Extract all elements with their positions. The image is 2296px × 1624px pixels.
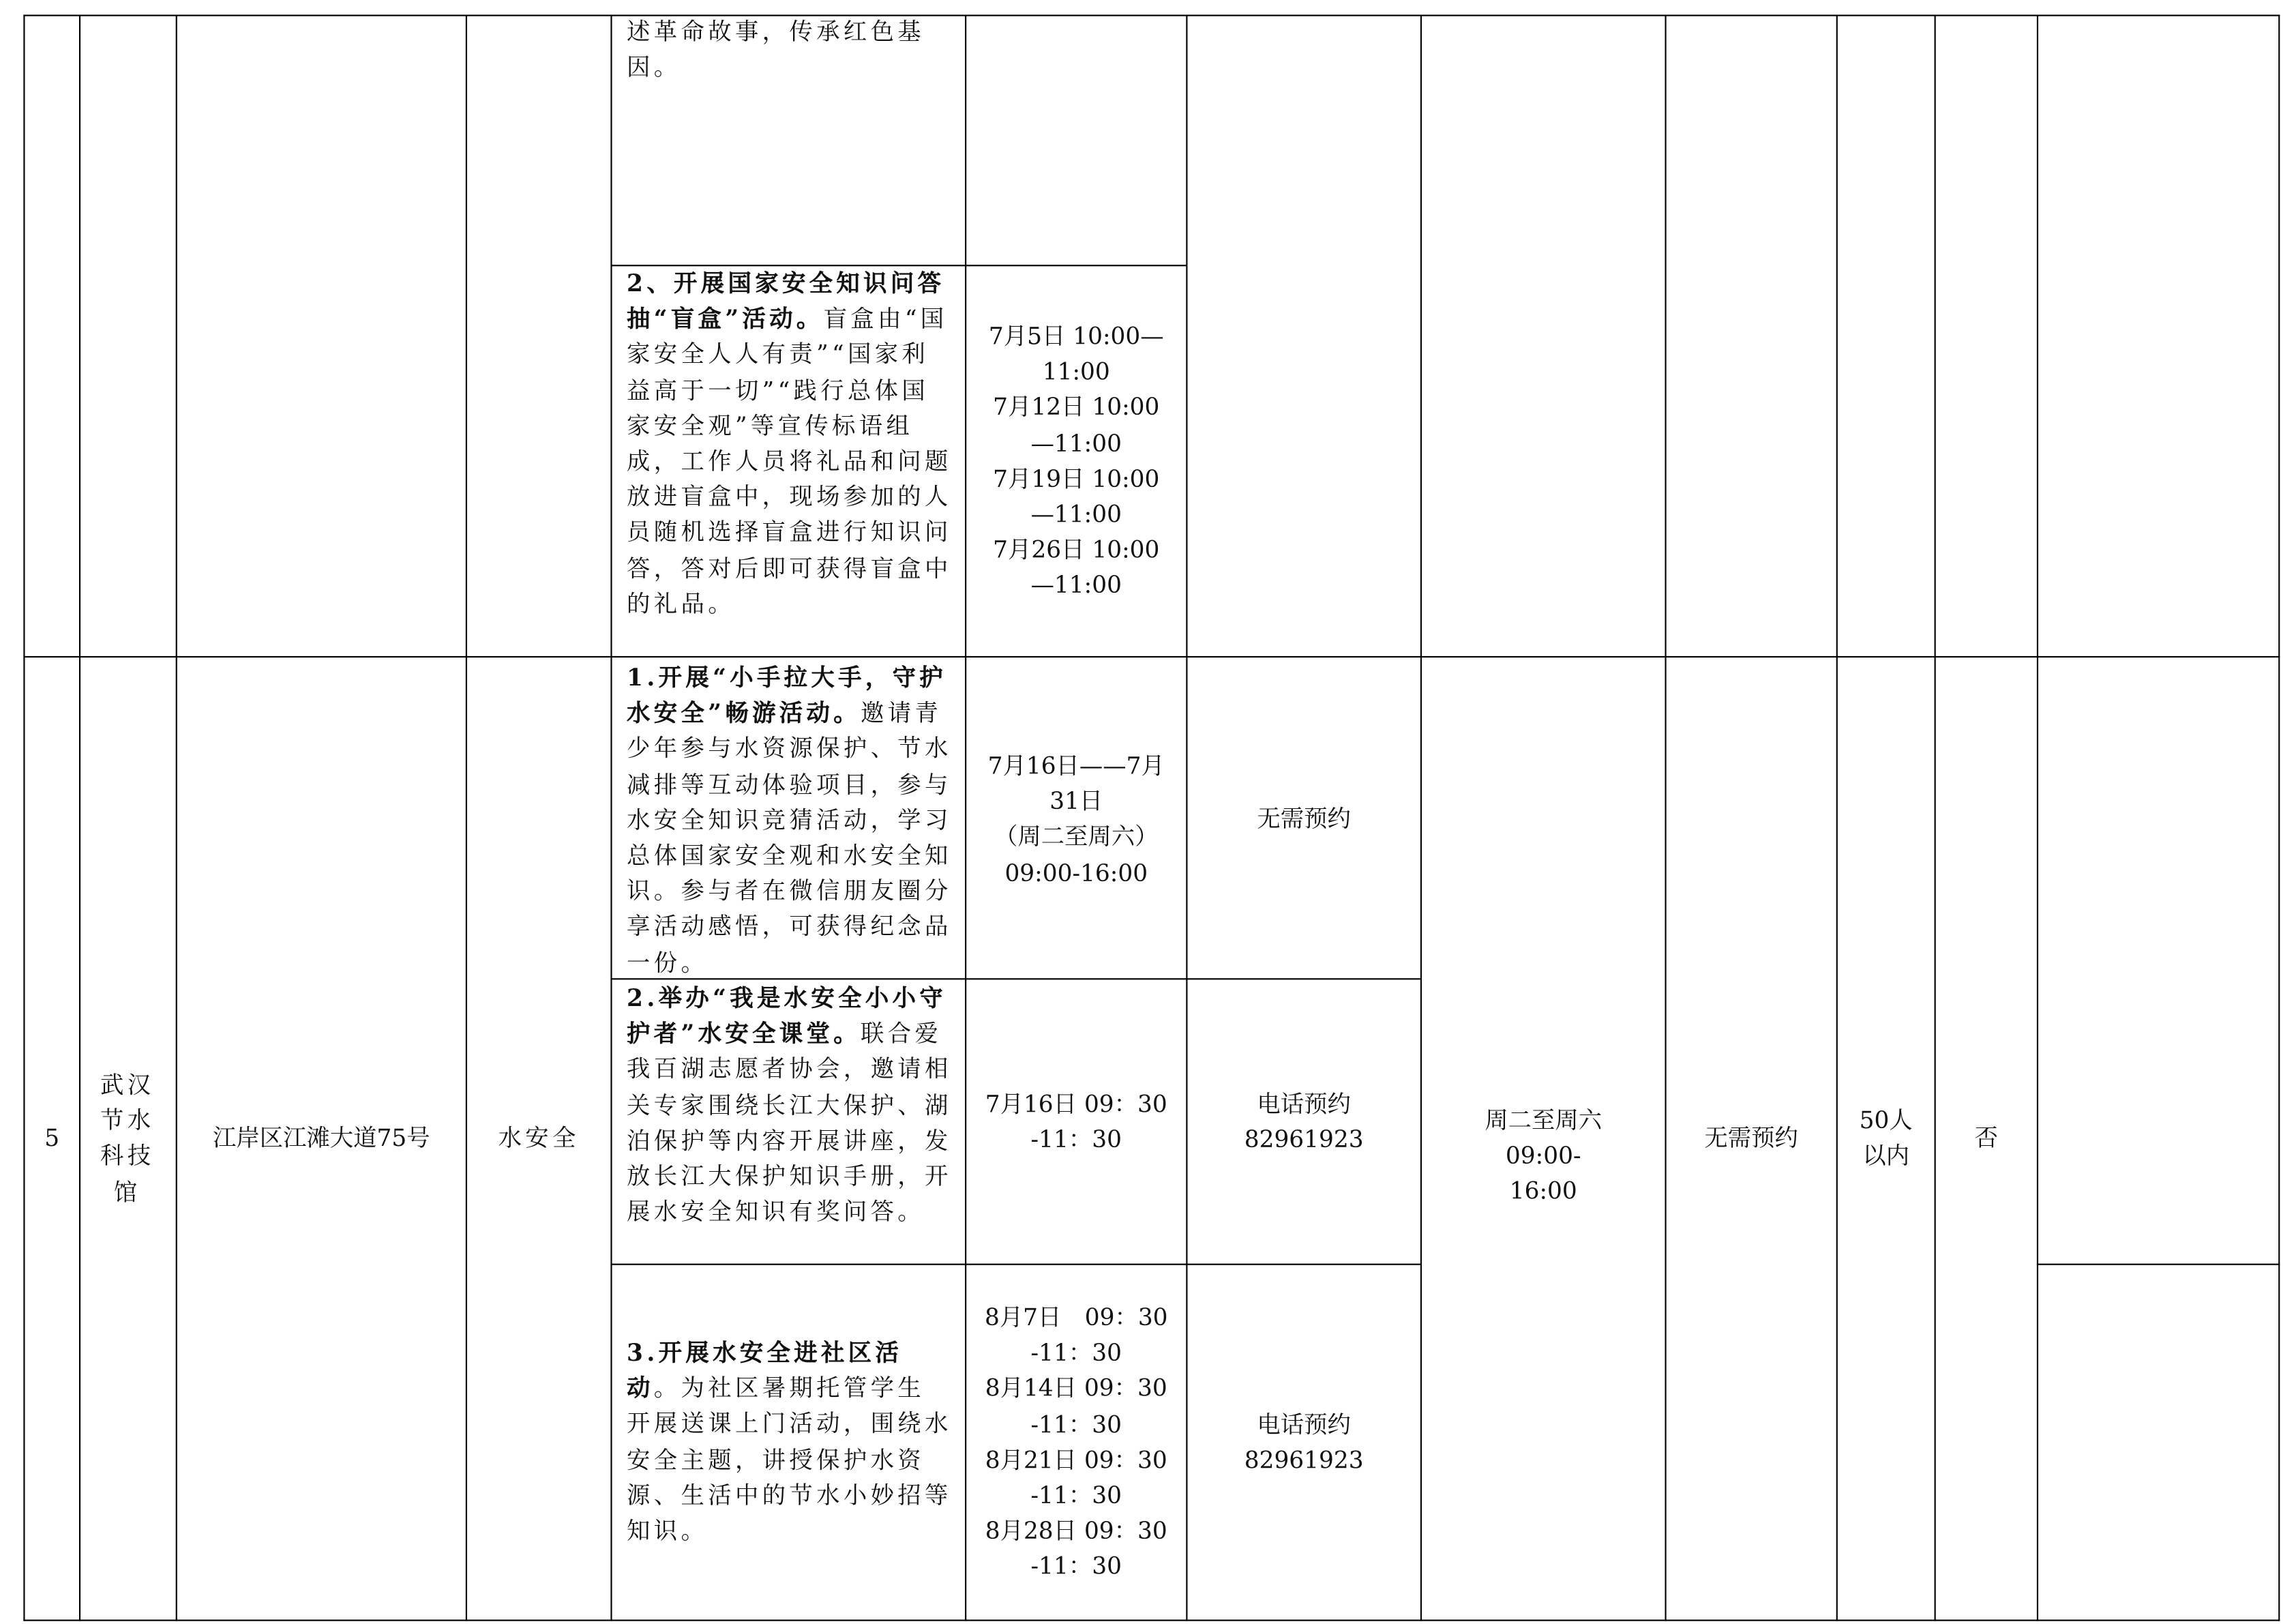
activity-time (966, 319, 1186, 604)
time-line: 8月21日 09：30 (985, 1445, 1167, 1474)
time-line: 7月16日 09：30 (985, 1090, 1167, 1119)
booking-phone: 82961923 (1244, 1446, 1364, 1475)
venue-name: 武汉节水科技馆 (100, 1071, 155, 1206)
col-divider (466, 15, 467, 1621)
table-bottom-border (23, 1620, 2280, 1621)
activity-body: 。为社区暑期托管学生开展送课上门活动，围绕水安全主题，讲授保护水资源、生活中的节水小妙招等知识。 (627, 1374, 952, 1545)
fee-required: 否 (1974, 1123, 1998, 1152)
time-line: 09:00-16:00 (1004, 858, 1148, 887)
activity-description (627, 660, 952, 981)
activity-theme: 水安全 (498, 1123, 580, 1152)
activity-title: 2.举办“我是水安全小小守护者”水安全课堂。 (627, 984, 947, 1048)
booking-method: 无需预约 (1257, 804, 1351, 833)
time-line: 31日 (1049, 787, 1103, 816)
activity-title: 3.开展水安全进社区活动 (627, 1338, 903, 1402)
time-line: -11：30 (1030, 1481, 1122, 1509)
booking-method (1187, 1087, 1420, 1158)
activity-time (966, 749, 1186, 891)
col-divider (23, 15, 25, 1621)
time-line: -11：30 (1030, 1410, 1122, 1438)
activity-title: 1.开展“小手拉大手，守护水安全”畅游活动。 (627, 663, 947, 727)
activity-time (966, 1087, 1186, 1158)
col-divider (2278, 15, 2280, 1621)
time-line: 8月7日 09：30 (984, 1303, 1168, 1331)
col-divider (1665, 15, 1666, 1621)
col-divider (2037, 15, 2038, 1621)
time-line: 7月12日 10:00 (993, 393, 1160, 422)
activity-time (966, 1301, 1186, 1586)
booking-label: 电话预约 (1257, 1090, 1351, 1119)
venue-address: 江岸区江滩大道75号 (213, 1123, 430, 1152)
col-divider (1420, 15, 1422, 1621)
time-line: 7月19日 10:00 (993, 464, 1160, 493)
time-line: —11:00 (1030, 500, 1122, 529)
activity-description (627, 981, 952, 1230)
time-line: （周二至周六） (994, 823, 1159, 851)
activity-body: 盲盒由“国家安全人人有责”“国家利益高于一切”“践行总体国家安全观”等宣传标语组成，工作人员将礼品和问题放进盲盒中，现场参加的人员随机选择盲盒进行知识问答，答对后即可获得盲盒中的礼品。 (627, 304, 952, 618)
visit-booking: 无需预约 (1704, 1123, 1798, 1152)
time-line: -11：30 (1030, 1552, 1122, 1581)
time-line: 8月14日 09：30 (985, 1374, 1167, 1403)
row-divider (23, 656, 2280, 658)
capacity: 50人以内 (1859, 1106, 1913, 1170)
col-divider (176, 15, 177, 1621)
booking-method (1187, 1408, 1420, 1479)
row-number: 5 (44, 1123, 60, 1152)
activity-body: 邀请青少年参与水资源保护、节水减排等互动体验项目，参与水安全知识竞猜活动，学习总体国家安全观和水安全知识。参与者在微信朋友圈分享活动感悟，可获得纪念品一份。 (627, 698, 952, 977)
opening-hours: 周二至周六 09:00-16:00 (1485, 1106, 1602, 1206)
col-divider (79, 15, 80, 1621)
booking-label: 电话预约 (1257, 1411, 1351, 1439)
activity-description (627, 266, 952, 622)
time-line: -11：30 (1030, 1339, 1122, 1368)
time-line: 11:00 (1042, 357, 1110, 386)
row-divider (610, 1264, 1420, 1265)
activity-description-tail: 述革命故事，传承红色基因。 (627, 17, 925, 82)
time-line: 7月16日——7月 (987, 752, 1165, 780)
time-line: —11:00 (1030, 428, 1122, 457)
row-divider (2037, 1264, 2280, 1265)
col-divider (1836, 15, 1838, 1621)
time-line: —11:00 (1030, 571, 1122, 600)
activity-body: 联合爱我百湖志愿者协会，邀请相关专家围绕长江大保护、湖泊保护等内容开展讲座，发放长江大保护知识手册，开展水安全知识有奖问答。 (627, 1020, 952, 1226)
time-line: -11：30 (1030, 1125, 1122, 1154)
booking-phone: 82961923 (1244, 1125, 1364, 1154)
activity-title: 2、开展国家安全知识问答抽“盲盒”活动。 (627, 269, 945, 333)
col-divider (610, 15, 612, 1621)
time-line: 8月28日 09：30 (985, 1517, 1167, 1546)
time-line: 7月26日 10:00 (993, 535, 1160, 564)
col-divider (1935, 15, 1936, 1621)
activity-description (627, 1335, 952, 1549)
time-line: 7月5日 10:00— (988, 322, 1164, 351)
table-top-border (23, 15, 2280, 16)
